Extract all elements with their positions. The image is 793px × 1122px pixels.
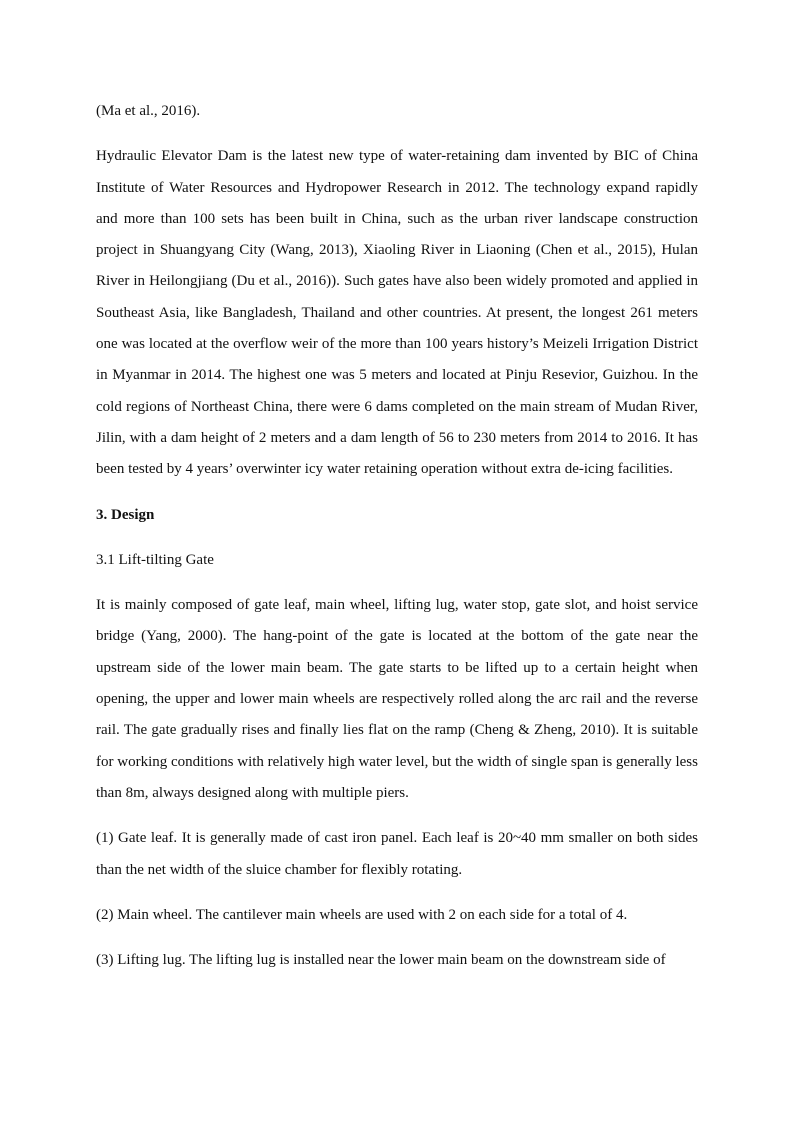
paragraph-lift-tilting-gate: It is mainly composed of gate leaf, main wheel, lifting lug, water stop, gate slot, and hoist service bridge (Yang, 2000). The hang-point of the gate is located at the bottom of the gate near the upstream side of the lower main beam. The gate starts to be lifted up to a certain height when opening, the upper and lower main wheels are respectively rolled along the arc rail and the reverse rail. The gate gradually rises and finally lies flat on the ramp (Cheng & Zheng, 2010). It is suitable for working conditions with relatively high water level, but the width of single span is generally less than 8m, always designed along with multiple piers. xyxy=(96,597,698,801)
intro-fragment: (Ma et al., 2016). xyxy=(96,103,201,119)
subsection-heading: 3.1 Lift-tilting Gate xyxy=(96,551,214,568)
paragraph-hydraulic-elevator-dam: Hydraulic Elevator Dam is the latest new type of water-retaining dam invented by BIC of China Institute of Water Resources and Hydropower Research in 2012. The technology expand rapidly and more than 100 sets has been built in China, such as the urban river landscape construction project in Shuangyang City (Wang, 2013), Xiaoling River in Liaoning (Chen et al., 2015), Hulan River in Heilongjiang (Du et al., 2016)). Such gates have also been widely promoted and applied in Southeast Asia, like Bangladesh, Thailand and other countries. At present, the longest 261 meters one was located at the overflow weir of the more than 100 years history’s Meizeli Irrigation District in Myanmar in 2014. The highest one was 5 meters and located at Pinju Resevior, Guizhou. In the cold regions of Northeast China, there were 6 dams completed on the main stream of Mudan River, Jilin, with a dam height of 2 meters and a dam length of 56 to 230 meters from 2014 to 2016. It has been tested by 4 years’ overwinter icy water retaining operation without extra de-icing facilities. xyxy=(96,148,698,478)
list-item-lifting-lug: (3) Lifting lug. The lifting lug is installed near the lower main beam on the downstream side of xyxy=(96,952,666,969)
list-item-gate-leaf: (1) Gate leaf. It is generally made of cast iron panel. Each leaf is 20~40 mm smaller on both sides than the net width of the sluice chamber for flexibly rotating. xyxy=(96,830,698,878)
list-item-main-wheel: (2) Main wheel. The cantilever main wheels are used with 2 on each side for a total of 4. xyxy=(96,906,628,923)
section-heading: 3. Design xyxy=(96,506,155,523)
document-page xyxy=(96,96,698,990)
